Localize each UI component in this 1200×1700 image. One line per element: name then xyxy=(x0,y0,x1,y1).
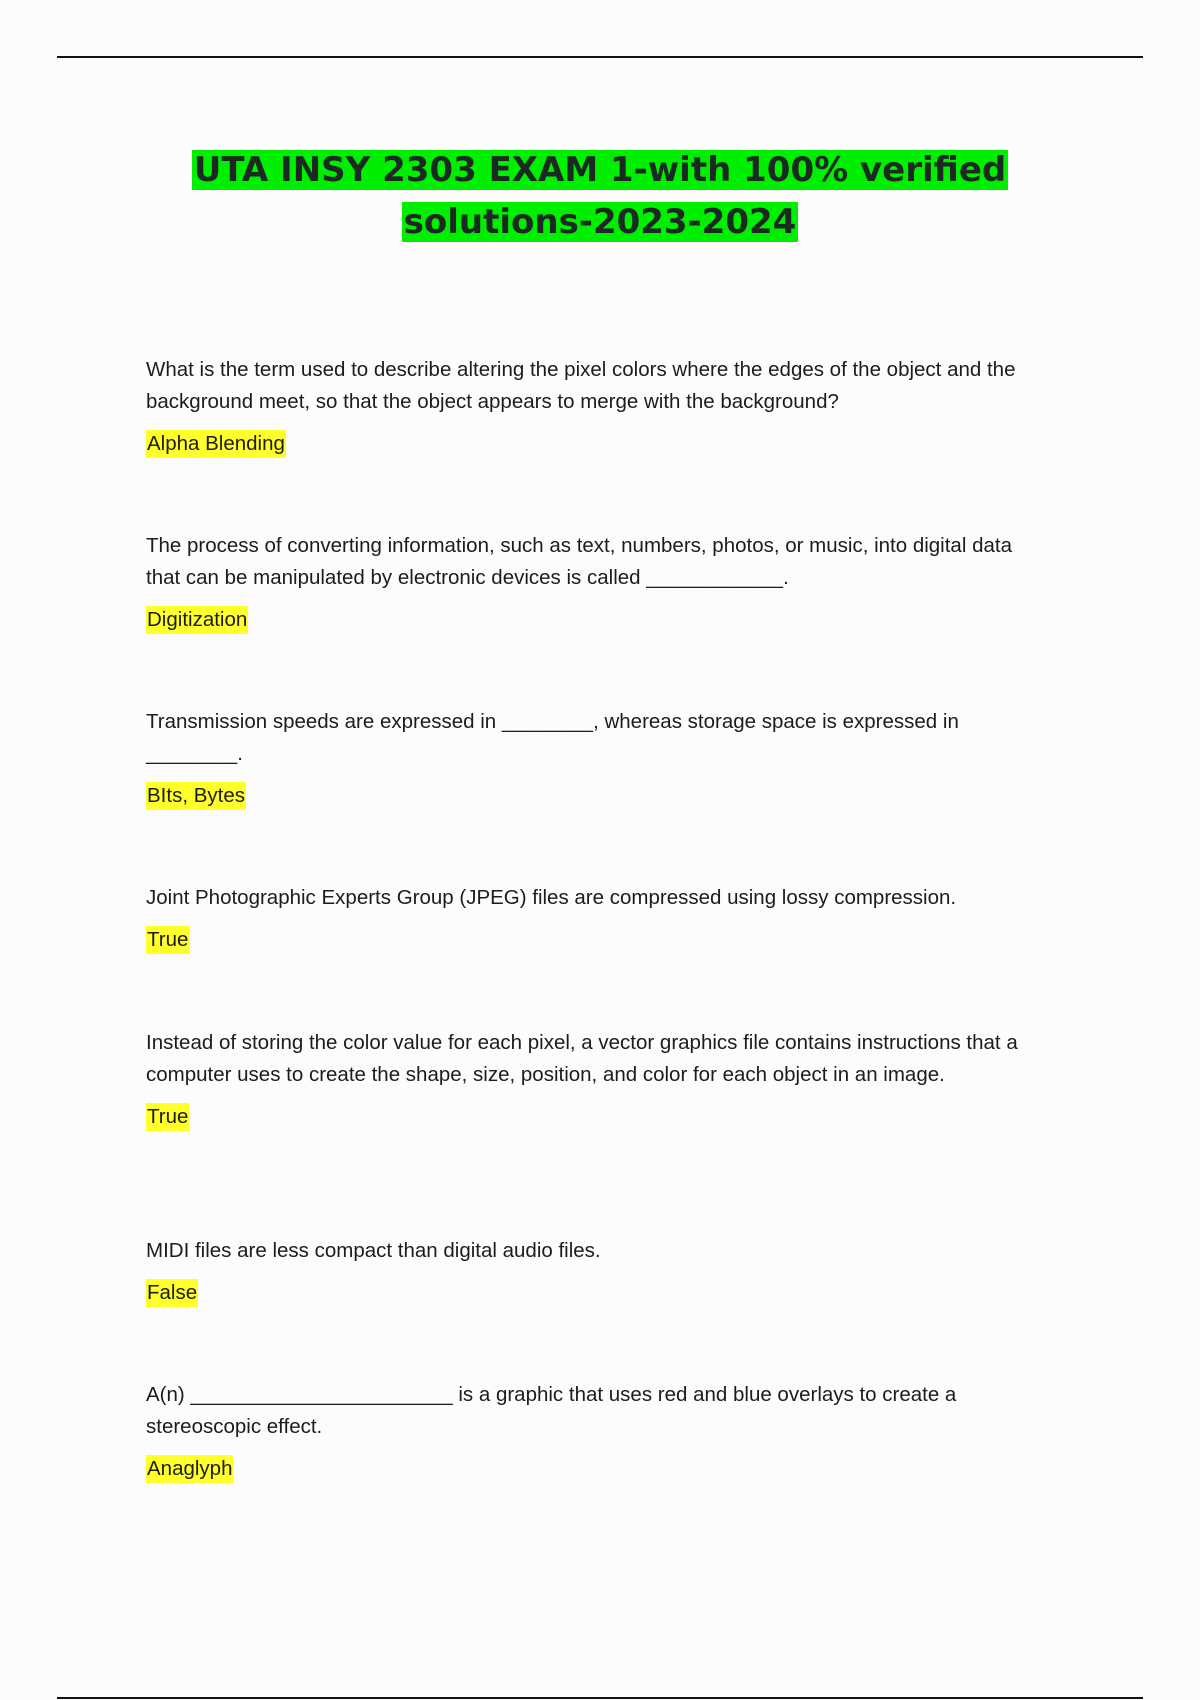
document-title xyxy=(0,144,1200,248)
question-text: What is the term used to describe altering the pixel colors where the edges of the object and the background meet, so that the object appears to merge with the background? xyxy=(146,358,1016,413)
question-text: Transmission speeds are expressed in ________, whereas storage space is expressed in ________. xyxy=(146,710,959,765)
question-text: The process of converting information, such as text, numbers, photos, or music, into digital data that can be manipulated by electronic devices is called ____________. xyxy=(146,534,1012,589)
qa-item xyxy=(146,354,1046,458)
answer-highlight: True xyxy=(146,1103,189,1131)
question-text: Instead of storing the color value for each pixel, a vector graphics file contains instructions that a computer uses to create the shape, size, position, and color for each object in an image. xyxy=(146,1031,1018,1086)
qa-item xyxy=(146,530,1046,634)
qa-item xyxy=(146,882,1046,954)
answer-highlight: False xyxy=(146,1279,198,1307)
qa-item xyxy=(146,706,1046,810)
title-line-2: solutions-2023-2024 xyxy=(403,202,797,242)
header-rule xyxy=(57,56,1143,58)
question-text: MIDI files are less compact than digital audio files. xyxy=(146,1239,601,1262)
answer-highlight: Anaglyph xyxy=(146,1455,233,1483)
answer-highlight: Alpha Blending xyxy=(146,430,286,458)
qa-item xyxy=(146,1027,1046,1131)
answer-highlight: Digitization xyxy=(146,606,248,634)
question-text: A(n) _______________________ is a graphic that uses red and blue overlays to create a stereoscopic effect. xyxy=(146,1383,957,1438)
footer-rule xyxy=(57,1697,1143,1699)
question-text: Joint Photographic Experts Group (JPEG) files are compressed using lossy compression. xyxy=(146,886,957,909)
title-line-1: UTA INSY 2303 EXAM 1-with 100% verified xyxy=(193,150,1007,190)
qa-item xyxy=(146,1235,1046,1307)
answer-highlight: True xyxy=(146,926,189,954)
qa-item xyxy=(146,1379,1046,1483)
answer-highlight: BIts, Bytes xyxy=(146,782,246,810)
